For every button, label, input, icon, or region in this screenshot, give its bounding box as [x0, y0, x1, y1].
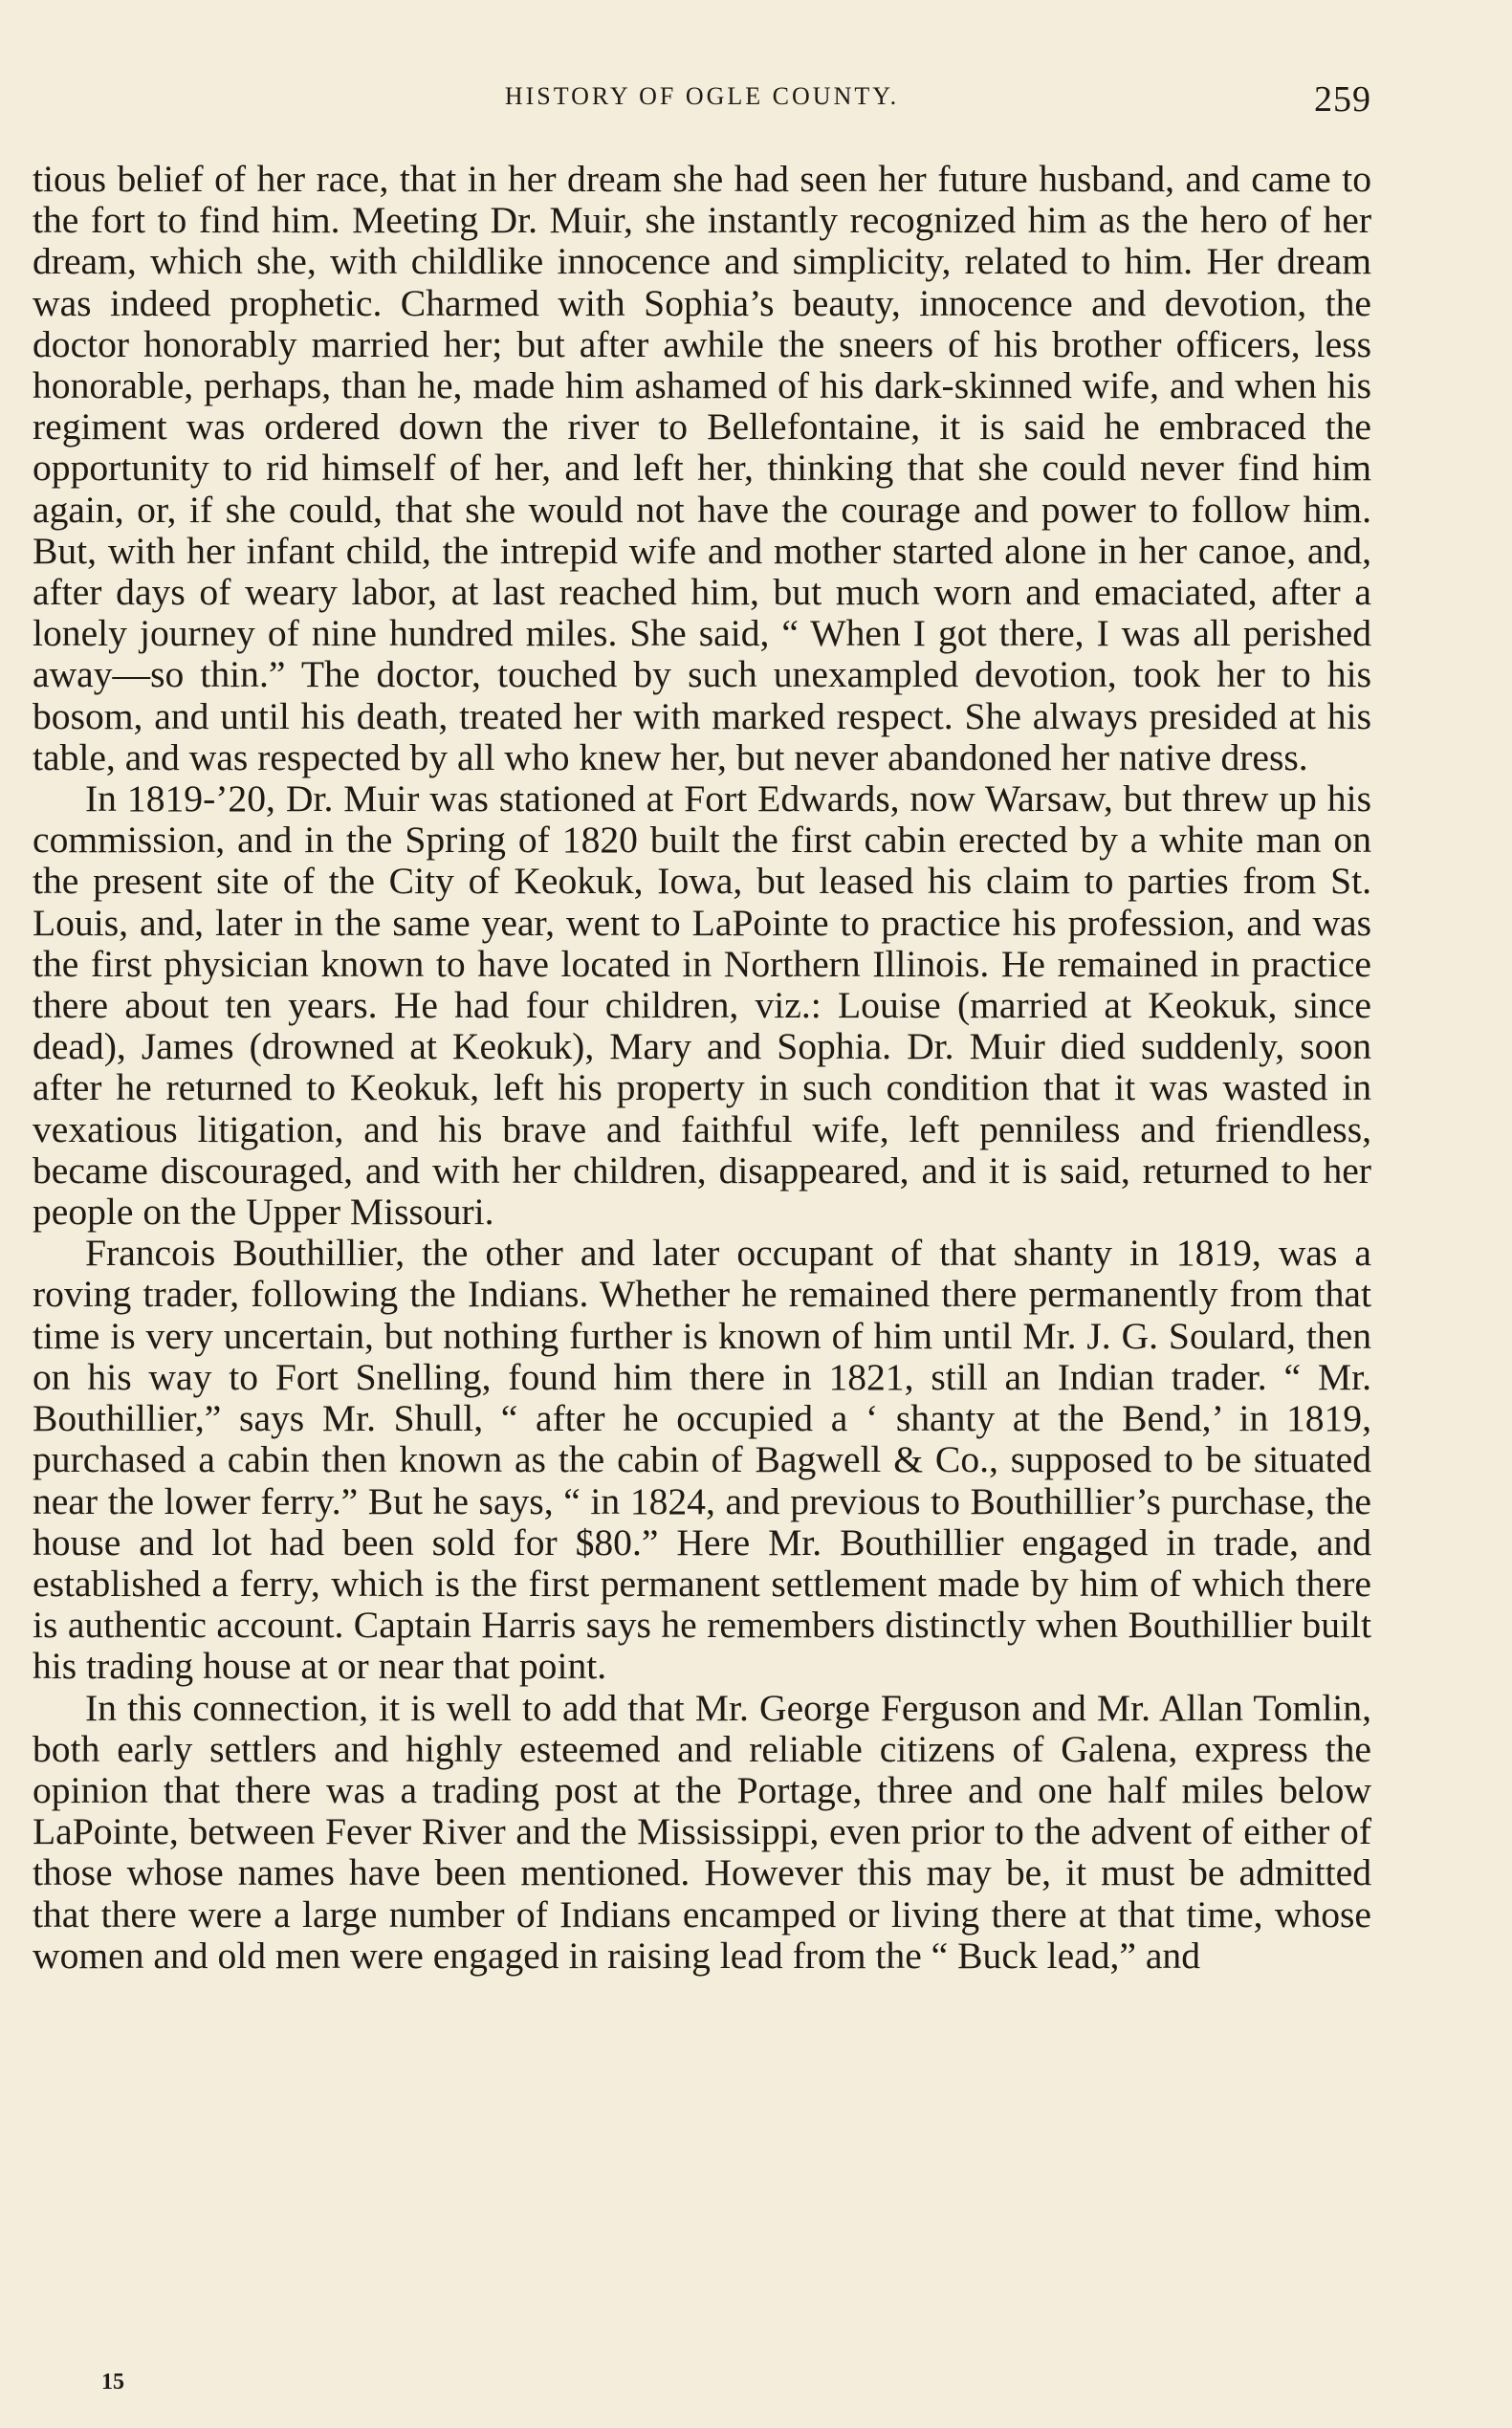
running-title: HISTORY OF OGLE COUNTY. — [504, 82, 900, 110]
paragraph-4: In this connection, it is well to add that Mr. George Ferguson and Mr. Allan Tomlin, both early settlers and highly esteemed and reliable citizens of Galena, express the opinion that there was a trading post at the Portage, three and one half miles below LaPointe, between Fever River and the Mississippi, even prior to the advent of either of those whose names have been mentioned. However this may be, it must be admitted that there were a large number of Indians encamped or living there at that time, whose women and old men were engaged in raising lead from the “ Buck lead,” and — [33, 1686, 1371, 1977]
paragraph-3: Francois Bouthillier, the other and later occupant of that shanty in 1819, was a roving trader, following the Indians. Whether he remained there permanently from that time is very uncertain, but nothing further is known of him until Mr. J. G. Soulard, then on his way to Fort Snelling, found him there in 1821, still an Indian trader. “ Mr. Bouthillier,” says Mr. Shull, “ after he occupied a ‘ shanty at the Bend,’ in 1819, purchased a cabin then known as the cabin of Bagwell & Co., supposed to be situated near the lower ferry.” But he says, “ in 1824, and previous to Bouthillier’s purchase, the house and lot had been sold for $80.” Here Mr. Bouthillier engaged in trade, and established a ferry, which is the first permanent settlement made by him of which there is authentic account. Captain Harris says he remembers distinctly when Bouthillier built his trading house at or near that point. — [33, 1232, 1371, 1688]
page-number: 259 — [1314, 79, 1371, 120]
body-text — [33, 159, 1371, 1977]
paragraph-2: In 1819-’20, Dr. Muir was stationed at Fort Edwards, now Warsaw, but threw up his commission, and in the Spring of 1820 built the first cabin erected by a white man on the present site of the City of Keokuk, Iowa, but leased his claim to parties from St. Louis, and, later in the same year, went to LaPointe to practice his profession, and was the first physician known to have located in Northern Illinois. He remained in practice there about ten years. He had four children, viz.: Louise (married at Keokuk, since dead), James (drowned at Keokuk), Mary and Sophia. Dr. Muir died suddenly, soon after he returned to Keokuk, left his property in such condition that it was wasted in vexatious litigation, and his brave and faithful wife, left penniless and friendless, became discouraged, and with her children, disappeared, and it is said, returned to her people on the Upper Missouri. — [33, 777, 1371, 1234]
paragraph-1: tious belief of her race, that in her dream she had seen her future husband, and came to the fort to find him. Meeting Dr. Muir, she instantly recognized him as the hero of her dream, which she, with childlike innocence and simplicity, related to him. Her dream was indeed prophetic. Charmed with Sophia’s beauty, innocence and devotion, the doctor honorably married her; but after awhile the sneers of his brother officers, less honorable, perhaps, than he, made him ashamed of his dark-skinned wife, and when his regiment was ordered down the river to Bellefontaine, it is said he embraced the opportunity to rid himself of her, and left her, thinking that she could never find him again, or, if she could, that she would not have the courage and power to follow him. But, with her infant child, the intrepid wife and mother started alone in her canoe, and, after days of weary labor, at last reached him, but much worn and emaciated, after a lonely journey of nine hundred miles. She said, “ When I got there, I was all perished away—so thin.” The doctor, touched by such unexampled devotion, took her to his bosom, and until his death, treated her with marked respect. She always presided at his table, and was respected by all who knew her, but never abandoned her native dress. — [33, 158, 1371, 778]
running-head — [33, 78, 1371, 126]
signature-mark: 15 — [101, 2370, 124, 2395]
